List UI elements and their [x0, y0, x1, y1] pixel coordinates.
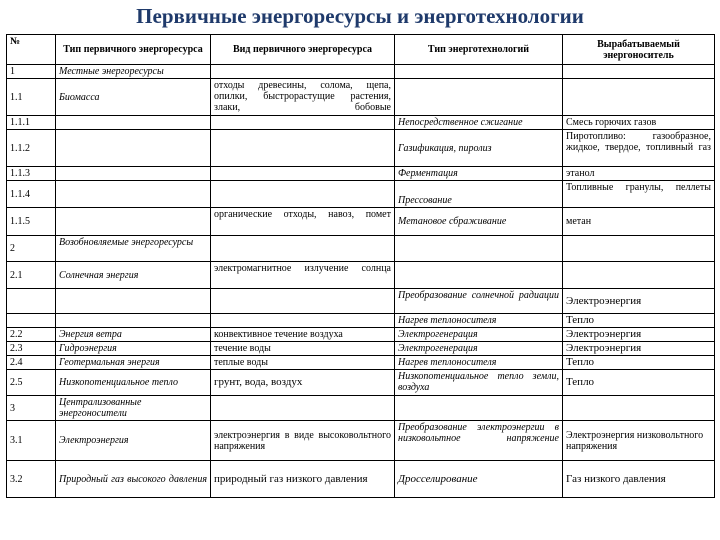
table-row — [7, 130, 715, 167]
header-kind: Вид первичного энергоресурса — [211, 35, 395, 65]
row-tech: Электрогенерация — [395, 328, 563, 342]
table-row — [7, 396, 715, 421]
row-num: 3.2 — [7, 461, 56, 498]
row-kind: конвективное течение воздуха — [211, 328, 395, 342]
row-tech: Электрогенерация — [395, 342, 563, 356]
row-kind: течение воды — [211, 342, 395, 356]
table-row — [7, 116, 715, 130]
row-tech: Преобразование электроэнергии в низковольтное напряжение — [395, 421, 563, 461]
row-type: Гидроэнергия — [56, 342, 211, 356]
row-type: Местные энергоресурсы — [56, 65, 211, 79]
row-type: Низкопотенциальное тепло — [56, 370, 211, 396]
header-type: Тип первичного энергоресурса — [56, 35, 211, 65]
row-carrier: Тепло — [563, 356, 715, 370]
header-num: № — [7, 35, 56, 65]
row-num: 2.4 — [7, 356, 56, 370]
row-kind: природный газ низкого давления — [211, 461, 395, 498]
row-carrier: Электроэнергия — [563, 289, 715, 314]
row-tech: Непосредственное сжигание — [395, 116, 563, 130]
row-tech: Газификация, пиролиз — [395, 130, 563, 167]
table-row — [7, 370, 715, 396]
row-tech: Низкопотенциальное тепло земли, воздуха — [395, 370, 563, 396]
row-tech: Дросселирование — [395, 461, 563, 498]
energy-table — [6, 34, 715, 498]
table-row — [7, 167, 715, 181]
row-type: Централизованные энергоносители — [56, 396, 211, 421]
row-kind: органические отходы, навоз, помет — [211, 208, 395, 236]
row-num: 3 — [7, 396, 56, 421]
row-num: 1.1.4 — [7, 181, 56, 208]
row-carrier: Топливные гранулы, пеллеты — [563, 181, 715, 208]
row-num: 1.1.2 — [7, 130, 56, 167]
page-title: Первичные энергоресурсы и энерготехнологии — [136, 4, 584, 28]
row-kind: электромагнитное излучение солнца — [211, 262, 395, 289]
row-carrier: Электроэнергия — [563, 328, 715, 342]
row-carrier: Тепло — [563, 314, 715, 328]
header-tech: Тип энерготехнологий — [395, 35, 563, 65]
table-row — [7, 65, 715, 79]
row-type: Солнечная энергия — [56, 262, 211, 289]
row-type: Биомасса — [56, 79, 211, 116]
row-type: Электроэнергия — [56, 421, 211, 461]
row-num: 1.1.3 — [7, 167, 56, 181]
table-row — [7, 328, 715, 342]
row-tech: Преобразование солнечной радиации — [395, 289, 563, 314]
row-type: Природный газ высокого давления — [56, 461, 211, 498]
table-row — [7, 236, 715, 262]
row-num: 2.1 — [7, 262, 56, 289]
row-type: Энергия ветра — [56, 328, 211, 342]
row-kind: теплые воды — [211, 356, 395, 370]
table-row — [7, 262, 715, 289]
row-num: 1.1.5 — [7, 208, 56, 236]
header-carrier: Вырабатываемый энергоноситель — [563, 35, 715, 65]
row-tech: Нагрев теплоносителя — [395, 314, 563, 328]
row-carrier: этанол — [563, 167, 715, 181]
row-num: 2 — [7, 236, 56, 262]
table-row — [7, 461, 715, 498]
table-row — [7, 208, 715, 236]
row-tech: Ферментация — [395, 167, 563, 181]
row-tech: Нагрев теплоносителя — [395, 356, 563, 370]
row-num: 2.5 — [7, 370, 56, 396]
table-row — [7, 342, 715, 356]
table-row — [7, 314, 715, 328]
table-row — [7, 79, 715, 116]
row-kind: отходы древесины, солома, щепа, опилки, быстрорастущие растения, злаки, бобовые — [211, 79, 395, 116]
row-num: 1.1.1 — [7, 116, 56, 130]
table-row — [7, 421, 715, 461]
row-carrier: метан — [563, 208, 715, 236]
row-type: Возобновляемые энергоресурсы — [56, 236, 211, 262]
row-carrier: Электроэнергия — [563, 342, 715, 356]
row-kind: электроэнергия в виде высоковольтного напряжения — [211, 421, 395, 461]
row-carrier: Газ низкого давления — [563, 461, 715, 498]
row-carrier: Пиротопливо: газообразное, жидкое, твердое, топливный газ — [563, 130, 715, 167]
table-row — [7, 181, 715, 208]
row-type: Геотермальная энергия — [56, 356, 211, 370]
table-header-row — [7, 35, 715, 65]
row-kind: грунт, вода, воздух — [211, 370, 395, 396]
table-row — [7, 289, 715, 314]
row-carrier: Тепло — [563, 370, 715, 396]
row-tech: Метановое сбраживание — [395, 208, 563, 236]
row-num: 2.2 — [7, 328, 56, 342]
row-num: 1 — [7, 65, 56, 79]
row-num: 1.1 — [7, 79, 56, 116]
table-row — [7, 356, 715, 370]
row-tech: Прессование — [395, 181, 563, 208]
row-num: 2.3 — [7, 342, 56, 356]
row-num: 3.1 — [7, 421, 56, 461]
row-carrier: Электроэнергия низковольтного напряжения — [563, 421, 715, 461]
row-carrier: Смесь горючих газов — [563, 116, 715, 130]
